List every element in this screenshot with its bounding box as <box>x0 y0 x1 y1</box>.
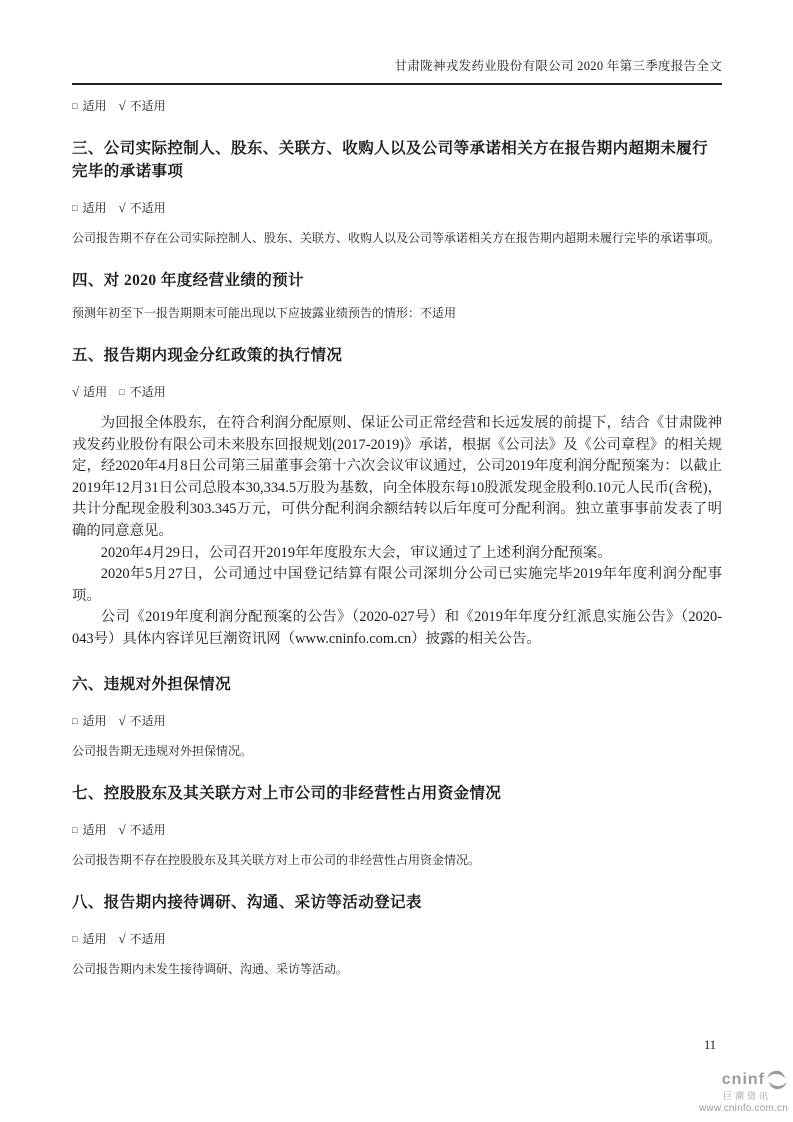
cninfo-brand-cn: 巨潮资讯 <box>722 1091 771 1101</box>
checkmark-icon: √ <box>118 712 126 728</box>
heading-section-4: 四、对 2020 年度经营业绩的预计 <box>72 272 304 289</box>
heading-section-6: 六、违规对外担保情况 <box>72 675 232 693</box>
page-number: 11 <box>703 1038 716 1052</box>
checkmark-icon: √ <box>72 384 80 399</box>
checkbox-unchecked-icon: □ <box>72 824 78 835</box>
paragraph: 预测年初至下一报告期期末可能出现以下应披露业绩预告的情形：不适用 <box>72 306 457 320</box>
apply-label: 适用 <box>83 385 108 399</box>
checkbox-unchecked-icon: □ <box>72 933 78 944</box>
applicability-line <box>72 98 722 115</box>
apply-label: 适用 <box>82 99 107 113</box>
applicability-line <box>72 384 722 401</box>
dividend-policy-paragraphs <box>72 413 722 651</box>
page-header <box>72 0 722 85</box>
paragraph: 公司报告期无违规对外担保情况。 <box>72 743 253 758</box>
not-apply-label: 不适用 <box>129 713 166 728</box>
paragraph: 公司《2019年度利润分配预案的公告》（2020-027号）和《2019年年度分红派息实施公告》（2020-043号）具体内容详见巨潮资讯网（www.cninfo.com.cn）披露的相关公告。 <box>72 609 722 647</box>
checkmark-icon: √ <box>118 930 126 946</box>
checkbox-unchecked-icon: □ <box>119 387 125 397</box>
cninfo-url: www.cninfo.com.cn <box>699 1103 788 1114</box>
apply-label: 适用 <box>82 931 107 946</box>
heading-section-7: 七、控股股东及其关联方对上市公司的非经营性占用资金情况 <box>72 784 502 802</box>
paragraph: 2020年5月27日，公司通过中国登记结算有限公司深圳分公司已实施完毕2019年年度利润分配事项。 <box>72 566 722 604</box>
apply-label: 适用 <box>82 201 107 215</box>
applicability-line <box>72 713 722 730</box>
checkbox-unchecked-icon: □ <box>72 203 78 213</box>
paragraph: 公司报告期不存在控股股东及其关联方对上市公司的非经营性占用资金情况。 <box>72 852 481 867</box>
paragraph: 为回报全体股东，在符合利润分配原则、保证公司正常经营和长远发展的前提下，结合《甘肃陇神戎发药业股份有限公司未来股东回报规划(2017-2019)》承诺，根据《公司法》及《公司章程》的相关规定，经2020年4月8日公司第三届董事会第十六次会议审议通过，公司2019年度利润分配预案为：以截止2019年12月31日公司总股本30,334.5万股为基数，向全体股东每10股派发现金股利0.10元人民币(含税)，共计分配现金股利303.345万元，可供分配利润余额结转以后年度可分配利润。独立董事事前发表了明确的同意意见。 <box>72 415 722 539</box>
applicability-line <box>72 200 722 217</box>
paragraph: 公司报告期内未发生接待调研、沟通、采访等活动。 <box>72 961 349 976</box>
checkbox-unchecked-icon: □ <box>72 101 78 111</box>
checkmark-icon: √ <box>118 821 126 837</box>
not-apply-label: 不适用 <box>129 201 166 215</box>
heading-section-3: 三、公司实际控制人、股东、关联方、收购人以及公司等承诺相关方在报告期内超期未履行完毕的承诺事项 <box>72 140 709 180</box>
header-title: 甘肃陇神戎发药业股份有限公司 2020 年第三季度报告全文 <box>394 59 722 73</box>
paragraph: 公司报告期不存在公司实际控制人、股东、关联方、收购人以及公司等承诺相关方在报告期内超期未履行完毕的承诺事项。 <box>72 231 721 245</box>
not-apply-label: 不适用 <box>129 822 166 837</box>
cninfo-logo-row <box>699 1070 788 1090</box>
apply-label: 适用 <box>82 713 107 728</box>
cninfo-swirl-icon <box>766 1070 788 1090</box>
not-apply-label: 不适用 <box>129 385 166 399</box>
checkbox-unchecked-icon: □ <box>72 715 78 726</box>
not-apply-label: 不适用 <box>129 99 166 113</box>
applicability-line <box>72 822 722 839</box>
cninfo-logo <box>699 1070 788 1114</box>
cninfo-brand: cninf <box>721 1071 765 1088</box>
checkmark-icon: √ <box>118 98 126 113</box>
heading-section-5: 五、报告期内现金分红政策的执行情况 <box>72 347 343 364</box>
checkmark-icon: √ <box>118 200 126 215</box>
applicability-line <box>72 931 722 948</box>
apply-label: 适用 <box>82 822 107 837</box>
not-apply-label: 不适用 <box>129 931 166 946</box>
heading-section-8: 八、报告期内接待调研、沟通、采访等活动登记表 <box>72 893 422 911</box>
paragraph: 2020年4月29日，公司召开2019年年度股东大会，审议通过了上述利润分配预案。 <box>100 544 612 561</box>
